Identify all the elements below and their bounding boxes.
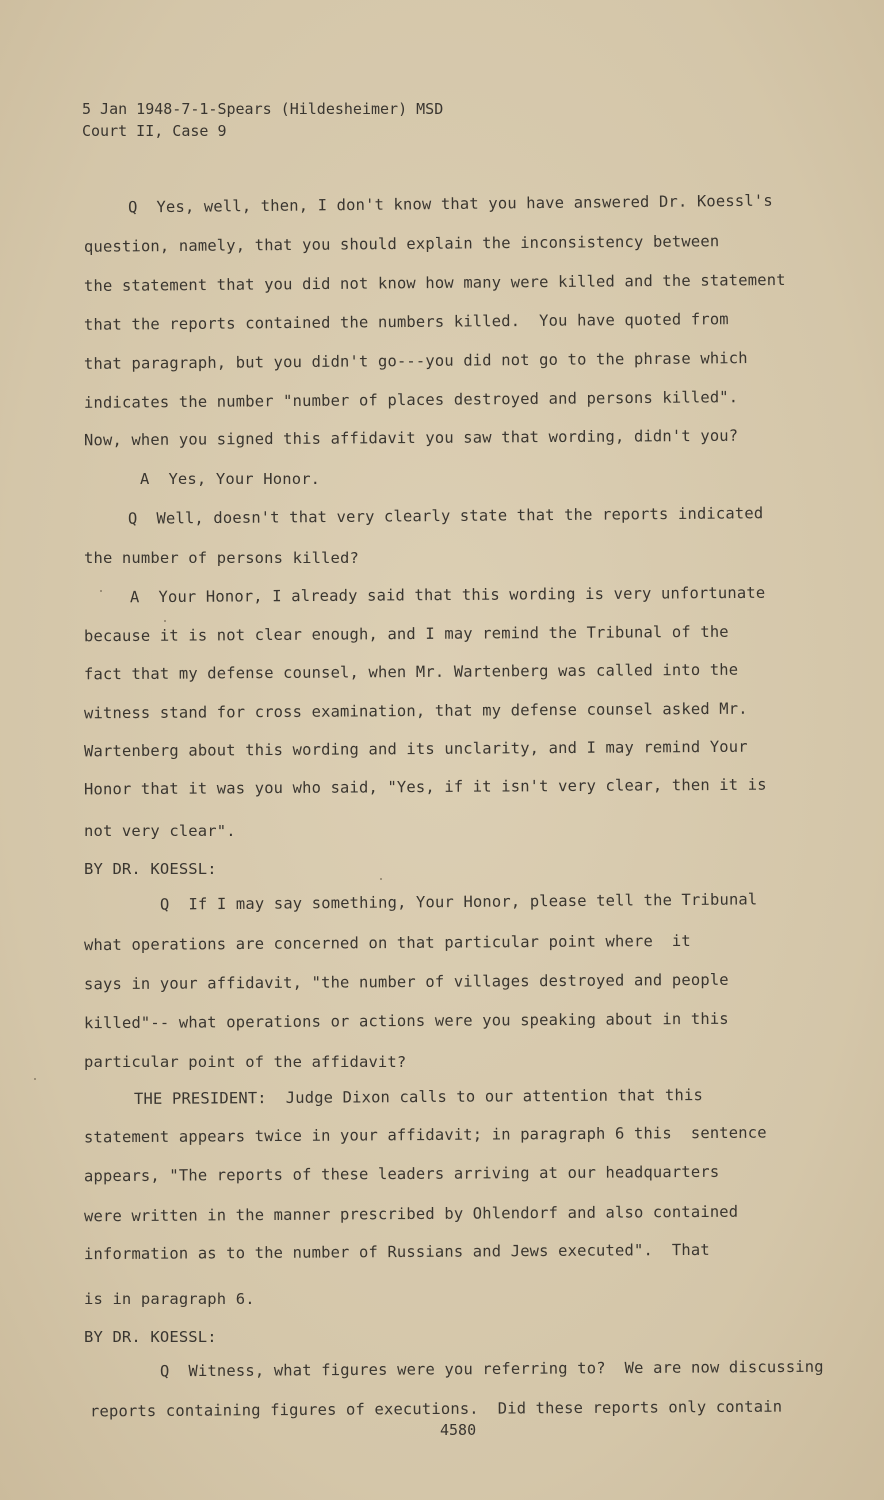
text-line: not very clear". xyxy=(84,822,236,840)
text-line: witness stand for cross examination, that my defense counsel asked Mr. xyxy=(83,699,748,723)
text-line: were written in the manner prescribed by Ohlendorf and also contained xyxy=(83,1202,739,1226)
text-line: is in paragraph 6. xyxy=(84,1290,255,1308)
text-line: Honor that it was you who said, "Yes, if it isn't very clear, then it is xyxy=(83,775,767,799)
text-line: particular point of the affidavit? xyxy=(84,1053,407,1071)
text-line: A Yes, Your Honor. xyxy=(140,470,321,488)
page-number: 4580 xyxy=(440,1421,477,1439)
text-line: says in your affidavit, "the number of villages destroyed and people xyxy=(83,970,729,994)
paper-speck xyxy=(164,620,166,622)
text-line: the number of persons killed? xyxy=(84,549,359,567)
text-line: indicates the number "number of places destroyed and persons killed". xyxy=(83,388,739,412)
paper-speck xyxy=(34,1078,36,1080)
text-line: reports containing figures of executions. Did these reports only contain xyxy=(89,1397,783,1421)
speaker-heading: THE PRESIDENT: Judge Dixon calls to our attention that this xyxy=(133,1086,703,1108)
header-line-1: 5 Jan 1948-7-1-Spears (Hildesheimer) MSD xyxy=(82,100,444,118)
paper-speck xyxy=(100,590,102,592)
text-line: because it is not clear enough, and I may remind the Tribunal of the xyxy=(83,622,729,646)
text-line: the statement that you did not know how many were killed and the statement xyxy=(83,270,786,296)
text-line: what operations are concerned on that particular point where it xyxy=(83,931,691,955)
header-line-2: Court II, Case 9 xyxy=(82,122,227,140)
text-line: question, namely, that you should explain the inconsistency between xyxy=(83,232,720,256)
text-line: that the reports contained the numbers killed. You have quoted from xyxy=(83,310,729,334)
text-line: A Your Honor, I already said that this wording is very unfortunate xyxy=(129,583,766,607)
text-line: Wartenberg about this wording and its unclarity, and I may remind Your xyxy=(83,737,748,761)
text-line: appears, "The reports of these leaders arriving at our headquarters xyxy=(83,1162,720,1186)
text-line: Now, when you signed this affidavit you saw that wording, didn't you? xyxy=(83,426,739,450)
text-line: Q Witness, what figures were you referring to? We are now discussing xyxy=(159,1357,824,1381)
speaker-heading: BY DR. KOESSL: xyxy=(84,860,217,878)
text-line: Q Yes, well, then, I don't know that you have answered Dr. Koessl's xyxy=(127,191,773,217)
speaker-heading: BY DR. KOESSL: xyxy=(84,1328,217,1346)
text-line: statement appears twice in your affidavit; in paragraph 6 this sentence xyxy=(83,1123,767,1147)
text-line: Q Well, doesn't that very clearly state that the reports indicated xyxy=(127,504,764,528)
text-line: Q If I may say something, Your Honor, please tell the Tribunal xyxy=(159,890,758,914)
document-header xyxy=(82,98,443,142)
text-line: fact that my defense counsel, when Mr. Wartenberg was called into the xyxy=(83,660,739,684)
text-line: killed"-- what operations or actions were you speaking about in this xyxy=(83,1009,729,1033)
text-line: information as to the number of Russians and Jews executed". That xyxy=(83,1240,710,1264)
text-line: that paragraph, but you didn't go---you did not go to the phrase which xyxy=(83,349,748,373)
paper-speck xyxy=(380,878,382,880)
